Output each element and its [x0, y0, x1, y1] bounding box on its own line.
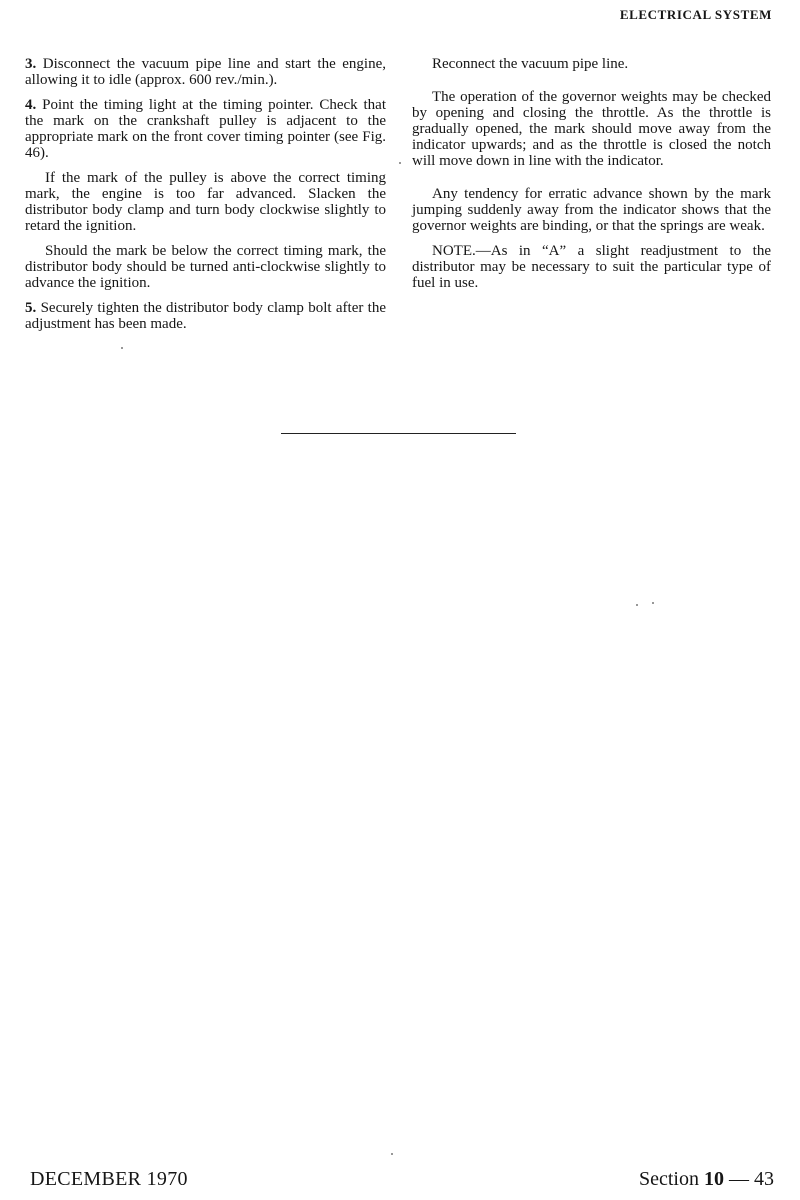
footer-section-label: Section: [639, 1168, 699, 1190]
step-4-paragraph: [25, 97, 386, 161]
step-number: 3.: [25, 56, 37, 72]
step-5-paragraph: [25, 300, 386, 332]
step-text: Securely tighten the distributor body clamp bolt after the adjustment has been made.: [25, 300, 387, 332]
footer-date: DECEMBER 1970: [30, 1168, 188, 1190]
erratic-advance-paragraph: Any tendency for erratic advance shown by the mark jumping suddenly away from the indicator shows that the governor weights are binding, or that the springs are weak.: [412, 186, 771, 234]
scan-speck: [391, 1153, 393, 1155]
section-header: ELECTRICAL SYSTEM: [619, 7, 772, 22]
section-divider: [281, 433, 516, 434]
scan-speck: [636, 604, 638, 606]
note-paragraph: NOTE.—As in “A” a slight readjustment to the distributor may be necessary to suit the particular type of fuel in use.: [412, 243, 771, 291]
advanced-paragraph: If the mark of the pulley is above the correct timing mark, the engine is too far advanced. Slacken the distributor body clamp and turn body clockwise slightly to retard the ignition.: [25, 170, 386, 234]
scan-speck: [121, 347, 123, 349]
reconnect-paragraph: Reconnect the vacuum pipe line.: [432, 56, 629, 72]
governor-paragraph: The operation of the governor weights may be checked by opening and closing the throttle. As the throttle is gradually opened, the mark should move away from the indicator upwards; and as the throttle is closed the notch will move down in line with the indicator.: [412, 89, 771, 169]
step-text: Point the timing light at the timing pointer. Check that the mark on the crankshaft pulley is adjacent to the appropriate mark on the front cover timing pointer (see Fig. 46).: [25, 97, 387, 161]
footer-section-number: 10: [704, 1168, 724, 1190]
step-3-paragraph: [25, 56, 386, 88]
scan-speck: [399, 162, 401, 164]
footer-separator: —: [729, 1168, 749, 1190]
retarded-paragraph: Should the mark be below the correct timing mark, the distributor body should be turned anti-clockwise slightly to advance the ignition.: [25, 243, 386, 291]
step-text: Disconnect the vacuum pipe line and start the engine, allowing it to idle (approx. 600 rev./min.).: [25, 56, 386, 88]
footer-page-ref: [639, 1168, 774, 1191]
left-column: [25, 56, 386, 341]
footer-page-number: 43: [754, 1168, 774, 1190]
scan-speck: [652, 602, 654, 604]
step-number: 5.: [25, 300, 37, 316]
step-number: 4.: [25, 97, 37, 113]
right-column: [412, 56, 771, 300]
